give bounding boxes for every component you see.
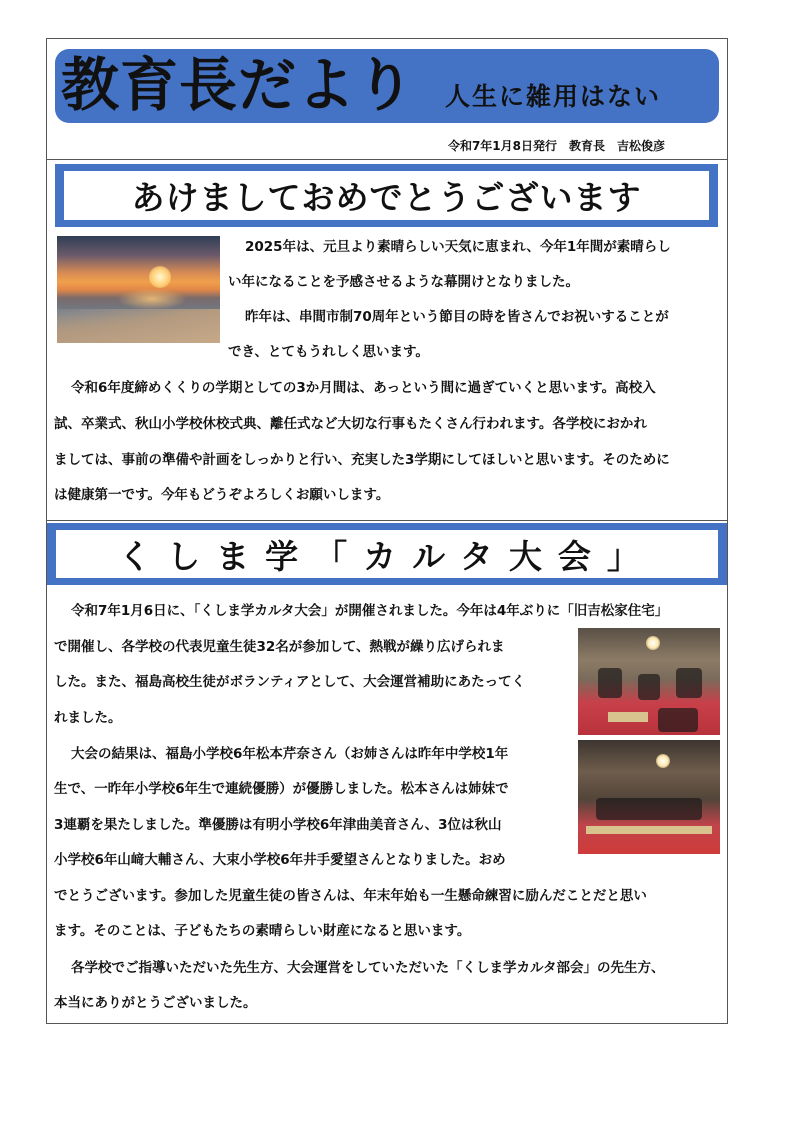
- section2-line: でとうございます。参加した児童生徒の皆さんは、年末年始も一生懸命練習に励んだことだと思い: [54, 888, 647, 904]
- section1-line: ましては、事前の準備や計画をしっかりと行い、充実した3学期にしてほしいと思います。そのために: [54, 452, 670, 468]
- section1-line: 試、卒業式、秋山小学校休校式典、離任式など大切な行事もたくさん行われます。各学校におかれ: [54, 416, 647, 432]
- lamp-shape: [656, 754, 670, 768]
- section2-line: れました。: [54, 710, 122, 726]
- tatami-shape: [586, 826, 712, 834]
- section2-line: 令和7年1月6日に、「くしま学カルタ大会」が開催されました。今年は4年ぶりに「旧吉松家住宅」: [71, 603, 669, 619]
- section2-line: ます。そのことは、子どもたちの素晴らしい財産になると思います。: [54, 923, 471, 939]
- section2-line: 各学校でご指導いただいた先生方、大会運営をしていただいた「くしま学カルタ部会」の先生方、: [71, 960, 665, 976]
- section2-heading: くしま学「カルタ大会」: [56, 530, 718, 578]
- section2-line: で開催し、各学校の代表児童生徒32名が参加して、熱戦が繰り広げられま: [54, 639, 505, 655]
- section1-line: は健康第一です。今年もどうぞよろしくお願いします。: [54, 487, 390, 503]
- section1-line: い年になることを予感させるような幕開けとなりました。: [228, 274, 579, 290]
- tatami-shape: [608, 712, 648, 722]
- section2-line: 大会の結果は、福島小学校6年松本芹奈さん（お姉さんは昨年中学校1年: [71, 746, 509, 762]
- section2-line: した。また、福島高校生徒がボランティアとして、大会運営補助にあたってく: [54, 674, 526, 690]
- header-divider: [46, 159, 728, 160]
- issue-info: 令和7年1月8日発行 教育長 吉松俊彦: [447, 139, 665, 153]
- sunrise-photo: [57, 236, 220, 343]
- sun-shape: [149, 266, 171, 288]
- newsletter-subtitle: 人生に雑用はない: [445, 82, 662, 111]
- person-shape: [638, 674, 660, 700]
- lamp-shape: [646, 636, 660, 650]
- section1-line: 2025年は、元旦より素晴らしい天気に恵まれ、今年1年間が素晴らし: [245, 239, 671, 255]
- shore-shape: [57, 309, 220, 343]
- section2-line: 3連覇を果たしました。準優勝は有明小学校6年津曲美音さん、3位は秋山: [54, 817, 502, 833]
- section2-banner: [47, 523, 727, 585]
- group-shape: [596, 798, 702, 820]
- karuta-group-photo: [578, 740, 720, 854]
- section2-line: 小学校6年山﨑大輔さん、大束小学校6年井手愛望さんとなりました。おめ: [54, 852, 506, 868]
- karuta-match-photo: [578, 628, 720, 735]
- section1-line: でき、とてもうれしく思います。: [228, 344, 429, 360]
- sea-glint-shape: [117, 288, 187, 310]
- section1-heading: あけましておめでとうございます: [64, 171, 709, 220]
- newsletter-title: 教育長だより: [61, 51, 416, 119]
- section2-line: 生で、一昨年小学校6年生で連続優勝）が優勝しました。松本さんは姉妹で: [54, 781, 509, 797]
- section2-line: 本当にありがとうございました。: [54, 995, 257, 1011]
- section1-banner: [55, 164, 718, 227]
- section-divider: [46, 520, 728, 521]
- person-shape: [676, 668, 702, 698]
- section1-line: 昨年は、串間市制70周年という節目の時を皆さんでお祝いすることが: [245, 309, 669, 325]
- section1-line: 令和6年度締めくくりの学期としての3か月間は、あっという間に過ぎていくと思います。高校入: [71, 380, 656, 396]
- person-shape: [598, 668, 622, 698]
- person-shape: [658, 708, 698, 732]
- masthead: [55, 49, 719, 123]
